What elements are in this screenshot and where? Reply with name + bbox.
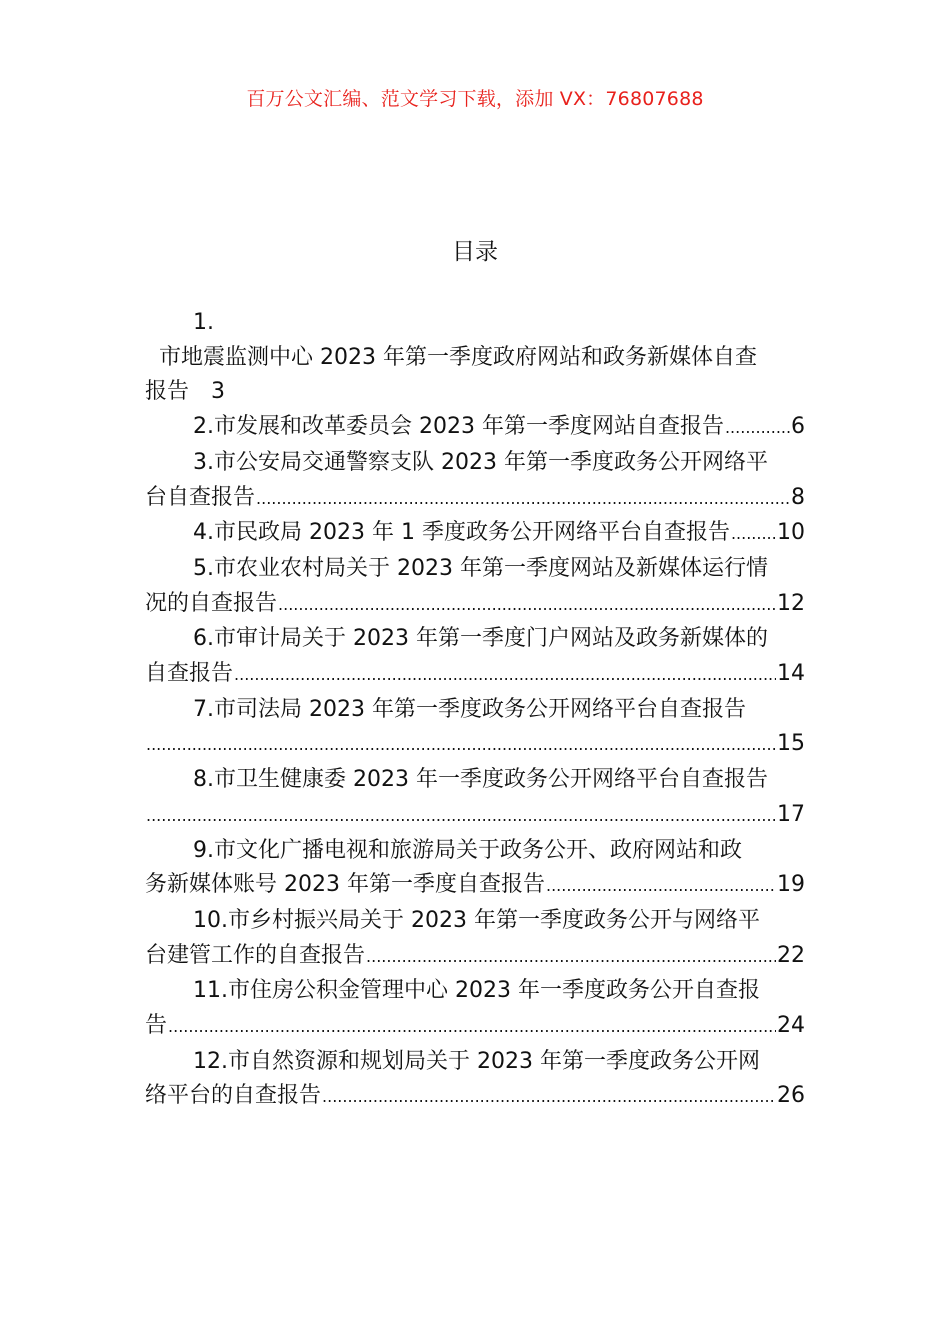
toc-entry-title-line: 8.市卫生健康委 2023 年一季度政务公开网络平台自查报告: [193, 767, 768, 793]
toc-leader-dots: [322, 1080, 776, 1115]
toc-entry-8[interactable]: [145, 763, 805, 833]
toc-entry-title-line: [145, 798, 805, 834]
toc-page-number: 17: [777, 801, 805, 827]
toc-page-number: 3: [211, 379, 226, 405]
toc-leader-dots: [731, 517, 776, 552]
toc-entry-1[interactable]: [145, 306, 805, 410]
table-of-contents: [145, 306, 805, 1115]
toc-entry-title-line: 10.市乡村振兴局关于 2023 年第一季度政务公开与网络平: [193, 907, 760, 933]
toc-entry-10[interactable]: [145, 904, 805, 974]
page-header-watermark: 百万公文汇编、范文学习下载，添加 VX：76807688: [246, 88, 704, 110]
toc-entry-title-line: 12.市自然资源和规划局关于 2023 年第一季度政务公开网: [193, 1048, 760, 1074]
toc-leader-dots: [725, 411, 790, 446]
toc-entry-title-line: 况的自查报告 ..... 12: [145, 587, 805, 623]
toc-leader-dots: [278, 588, 776, 623]
toc-page-number: 10: [777, 520, 805, 546]
toc-entry-title-line: 5.市农业农村局关于 2023 年第一季度网站及新媒体运行情: [193, 555, 768, 581]
toc-page-number: 14: [777, 661, 805, 687]
toc-page-number: 24: [777, 1013, 805, 1039]
toc-leader-dots: [234, 658, 776, 693]
toc-entry-title-line: 2.市发展和改革委员会 2023 年第一季度网站自查报告 ..... 6: [145, 410, 805, 446]
toc-page-number: 15: [777, 731, 805, 757]
toc-entry-title-line: 务新媒体账号 2023 年第一季度自查报告 ..... 19: [145, 868, 805, 904]
toc-title: 目录: [452, 239, 498, 265]
toc-entry-2[interactable]: [145, 410, 805, 446]
toc-leader-dots: [256, 482, 790, 517]
toc-page-number: 8: [791, 484, 805, 510]
toc-entry-9[interactable]: [145, 834, 805, 904]
toc-page-number: 22: [777, 942, 805, 968]
toc-entry-title-line: 报告 3: [145, 375, 805, 410]
toc-entry-title-line: 自查报告 ..... 14: [145, 657, 805, 693]
toc-leader-dots: [146, 728, 776, 763]
toc-entry-number: 1.: [193, 310, 214, 335]
toc-page-number: 26: [777, 1083, 805, 1109]
toc-entry-title-line: [145, 727, 805, 763]
toc-entry-title-line: 络平台的自查报告 ..... 26: [145, 1079, 805, 1115]
toc-leader-dots: [366, 940, 776, 975]
toc-page-number: 19: [777, 872, 805, 898]
toc-page-number: 6: [791, 414, 805, 440]
toc-page-number: 12: [777, 590, 805, 616]
toc-leader-dots: [546, 869, 776, 904]
toc-entry-5[interactable]: [145, 552, 805, 622]
toc-entry-title-line: 7.市司法局 2023 年第一季度政务公开网络平台自查报告: [193, 696, 746, 722]
toc-entry-title-line: 6.市审计局关于 2023 年第一季度门户网站及政务新媒体的: [193, 626, 768, 652]
toc-entry-3[interactable]: [145, 446, 805, 516]
toc-entry-title-line: 告 ..... 24: [145, 1009, 805, 1045]
toc-entry-title-line: 9.市文化广播电视和旅游局关于政务公开、政府网站和政: [193, 837, 742, 863]
toc-entry-title-line: 4.市民政局 2023 年 1 季度政务公开网络平台自查报告 ..... 10: [145, 516, 805, 552]
toc-entry-title-line: 11.市住房公积金管理中心 2023 年一季度政务公开自查报: [193, 978, 760, 1004]
toc-entry-12[interactable]: [145, 1045, 805, 1115]
toc-entry-7[interactable]: [145, 693, 805, 763]
toc-leader-dots: [168, 1010, 776, 1045]
toc-entry-title-line: 3.市公安局交通警察支队 2023 年第一季度政务公开网络平: [193, 449, 768, 475]
toc-entry-title-line: 市地震监测中心 2023 年第一季度政府网站和政务新媒体自查: [159, 344, 757, 370]
toc-leader-dots: [146, 799, 776, 834]
toc-entry-4[interactable]: [145, 516, 805, 552]
toc-entry-title-line: 台自查报告 ..... 8: [145, 481, 805, 517]
toc-entry-title-line: 台建管工作的自查报告 ..... 22: [145, 939, 805, 975]
toc-entry-6[interactable]: [145, 622, 805, 692]
toc-entry-11[interactable]: [145, 974, 805, 1044]
